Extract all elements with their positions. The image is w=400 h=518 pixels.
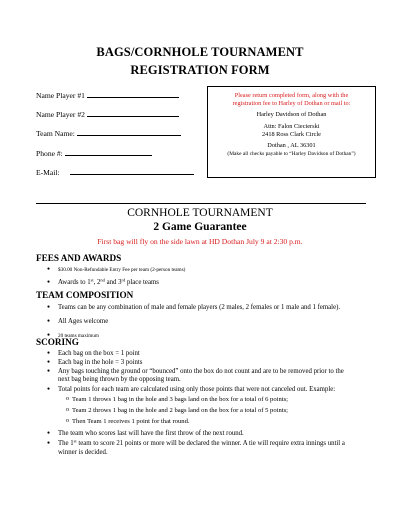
scoring-example-team1: o Team 1 throws 1 bag in the hole and 3 bags land on the box for a total of 6 points; xyxy=(72,396,288,403)
email-field xyxy=(36,168,194,177)
composition-heading: TEAM COMPOSITION xyxy=(36,290,134,300)
fees-heading: FEES AND AWARDS xyxy=(36,253,122,263)
scoring-item-ground: ● Any bags touching the ground or “bounced” onto the box do not count and are to be removed prior to the xyxy=(58,368,344,376)
fees-item-awards: ● Awards to 1st, 2nd and 3rd place teams xyxy=(58,279,159,287)
fees-item-entry: ● $30.00 Non-Refundable Entry Fee per team (2-person teams) xyxy=(58,266,185,274)
team-name-input[interactable] xyxy=(77,129,181,136)
player1-input[interactable] xyxy=(87,91,179,98)
player1-field xyxy=(36,91,179,100)
scoring-item-total: ● Total points for each team are calculated using only those points that were not canceled out. Example: xyxy=(58,386,335,394)
event-subheading: 2 Game Guarantee xyxy=(153,221,247,233)
email-label: E-Mail: xyxy=(36,168,60,177)
mail-recipient: Harley Davidson of Dothan xyxy=(256,111,327,119)
form-subtitle: REGISTRATION FORM xyxy=(130,63,270,77)
team-name-field xyxy=(36,129,181,138)
scoring-item-hole: ● Each bag in the hole = 3 points xyxy=(58,359,142,367)
team-name-label: Team Name: xyxy=(36,129,75,138)
scoring-example-team2: o Team 2 throws 1 bag in the hole and 2 bags land on the box for a total of 5 points; xyxy=(72,407,288,414)
phone-field xyxy=(36,149,152,158)
email-input[interactable] xyxy=(70,168,194,175)
scoring-item-box: ● Each bag on the box = 1 point xyxy=(58,350,140,358)
player2-label: Name Player #2 xyxy=(36,110,85,119)
return-note-line1: Please return completed form, along with the xyxy=(234,92,349,99)
form-title: BAGS/CORNHOLE TOURNAMENT xyxy=(96,45,304,59)
phone-label: Phone #: xyxy=(36,149,63,158)
phone-input[interactable] xyxy=(65,149,152,156)
player2-input[interactable] xyxy=(87,110,179,117)
return-note-line2: registration fee to Harley of Dothan or mail to: xyxy=(232,100,351,108)
player1-label: Name Player #1 xyxy=(36,91,85,100)
scoring-example-result: o Then Team 1 receives 1 point for that round. xyxy=(72,418,190,425)
mail-street: 2418 Ross Clark Circle xyxy=(262,130,321,138)
scoring-item-winner: ● The 1st team to score 21 points or more will be declared the winner. A tie will require extra innings until a xyxy=(58,440,345,448)
return-instructions-box xyxy=(207,86,376,178)
composition-item-mix: ● Teams can be any combination of male and female players (2 males, 2 females or 1 male and 1 female). xyxy=(58,304,340,312)
scoring-item-ground-cont: next bag being thrown by the opposing team. xyxy=(58,376,181,383)
section-divider xyxy=(36,203,366,204)
event-heading: CORNHOLE TOURNAMENT xyxy=(127,207,273,219)
event-notice: First bag will fly on the side lawn at HD Dothan July 9 at 2:30 p.m. xyxy=(97,237,303,246)
mail-attn: Attn: Falon Ciecierski xyxy=(263,122,320,130)
check-payable-note: (Make all checks payable to “Harley Davidson of Dothan”) xyxy=(227,151,356,158)
mail-city: Dothan , AL 36301 xyxy=(267,142,316,150)
composition-item-ages: ● All Ages welcome xyxy=(58,318,108,326)
scoring-item-winner-cont: winner is decided. xyxy=(58,449,108,456)
scoring-heading: SCORING xyxy=(36,337,79,347)
composition-item-max: ● 20 teams maximum xyxy=(58,332,99,340)
scoring-item-last: ● The team who scores last will have the first throw of the next round. xyxy=(58,430,244,438)
player2-field xyxy=(36,110,179,119)
